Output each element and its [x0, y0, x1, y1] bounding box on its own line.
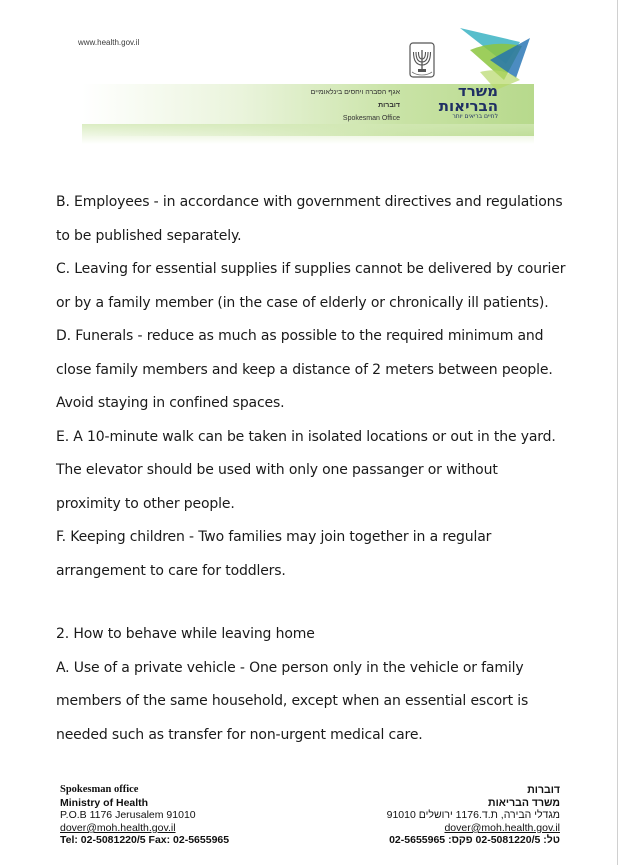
footer-email-link[interactable]: dover@moh.health.gov.il: [60, 821, 176, 834]
document-body: [56, 186, 566, 752]
footer-english: [60, 784, 300, 847]
paragraph-d: D. Funerals - reduce as much as possible to the required minimum and close family members and keep a distance of 2 meters between people. Avoid staying in confined spaces.: [56, 328, 553, 411]
dept-hebrew-short: דוברות: [378, 102, 400, 109]
paragraph-e: E. A 10-minute walk can be taken in isolated locations or out in the yard. The elevator should be used with only one passanger or without proximity to other people.: [56, 428, 556, 512]
section-heading-2: 2. How to behave while leaving home: [56, 626, 315, 642]
ministry-logo-text: [438, 84, 498, 114]
footer-phone: Tel: 02-5081220/5 Fax: 02-5655965: [60, 834, 230, 847]
dept-hebrew: אגף הסברה ויחסים בינלאומיים: [310, 89, 400, 96]
footer-office-he: דוברות: [527, 784, 560, 796]
paragraph-b: B. Employees - in accordance with government directives and regulations to be published separately.: [56, 194, 563, 244]
footer-email-link-he[interactable]: dover@moh.health.gov.il: [444, 821, 560, 834]
logo-tagline: לחיים בריאים יותר: [452, 113, 498, 120]
footer-office: Spokesman office: [60, 784, 139, 795]
letterhead: [78, 20, 536, 152]
menorah-emblem-icon: [408, 42, 436, 78]
footer-ministry: Ministry of Health: [60, 796, 149, 809]
paragraph-2a: A. Use of a private vehicle - One person only in the vehicle or family members of the same household, except when an essential escort is needed such as transfer for non-urgent medical care.: [56, 659, 529, 743]
section-gap: [56, 588, 566, 618]
paragraph-c: C. Leaving for essential supplies if supplies cannot be delivered by courier or by a family member (in the case of elderly or chronically ill patients).: [56, 261, 566, 311]
footer-address-he: מגדלי הבירה, ת.ד.1176 ירושלים 91010: [386, 809, 560, 822]
department-block: [300, 86, 400, 125]
letterhead-band-fade: [82, 124, 534, 144]
dept-english: Spokesman Office: [342, 115, 400, 122]
footer-hebrew: [340, 784, 560, 847]
site-url[interactable]: www.health.gov.il: [78, 38, 140, 47]
logo-line-1: משרד: [457, 82, 498, 100]
footer-ministry-he: משרד הבריאות: [488, 796, 560, 809]
paragraph-f: F. Keeping children - Two families may join together in a regular arrangement to care for toddlers.: [56, 529, 492, 579]
footer-phone-he: טל: 02-5081220/5 פקס: 02-5655965: [389, 834, 560, 847]
footer-address: P.O.B 1176 Jerusalem 91010: [60, 809, 196, 822]
logo-line-2: הבריאות: [438, 97, 498, 115]
footer: [60, 784, 560, 856]
